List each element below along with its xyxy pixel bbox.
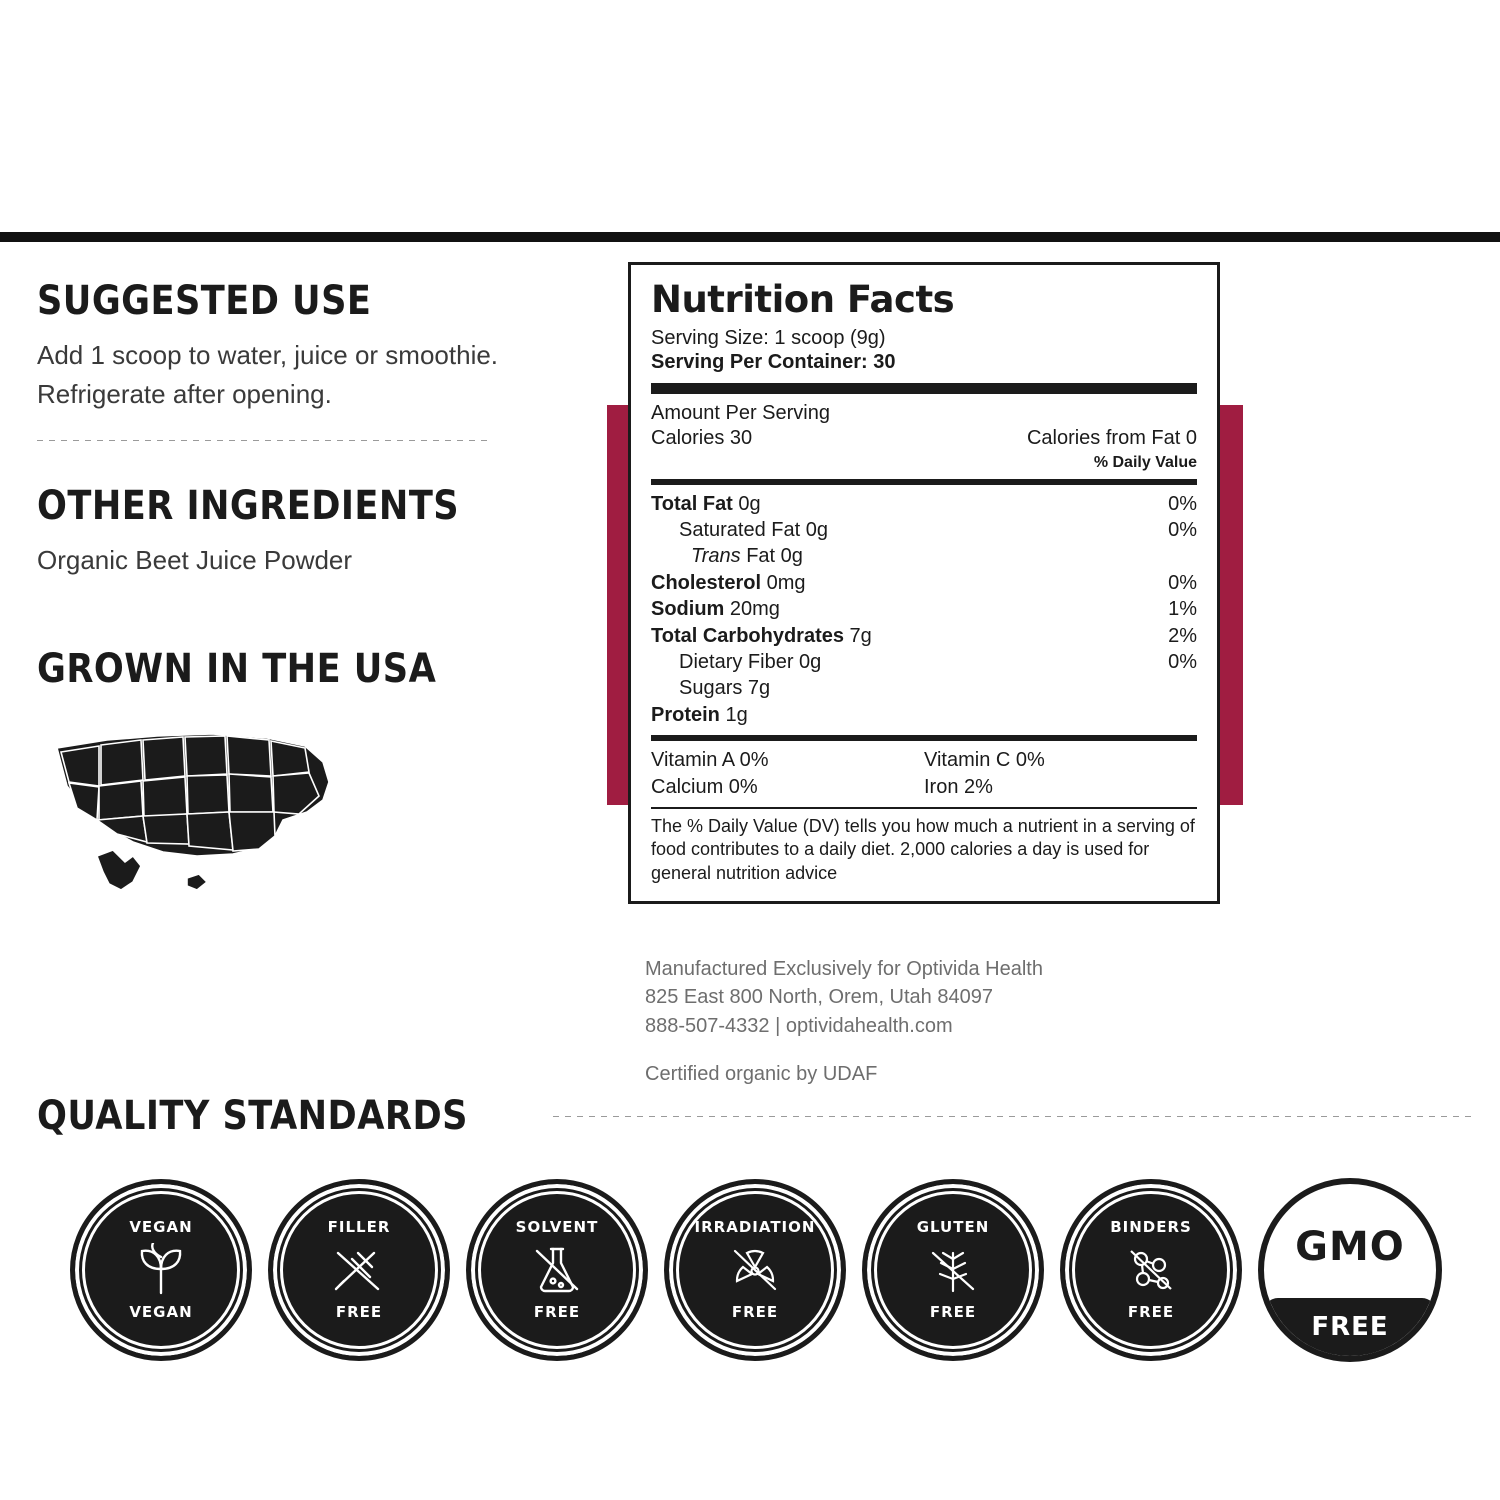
molecule-icon — [1116, 1239, 1186, 1301]
suggested-use-heading: SUGGESTED USE — [37, 278, 372, 324]
rule-thin — [651, 807, 1197, 809]
calories-row — [651, 425, 1197, 451]
badge-gmo-free — [1258, 1178, 1442, 1362]
badge-top-label: SOLVENT — [515, 1218, 599, 1236]
vitamin-right: Vitamin C 0% — [924, 749, 1045, 772]
vitamin-row — [651, 747, 1197, 774]
badge-top-label: VEGAN — [129, 1218, 193, 1236]
nutrient-label: Saturated Fat 0g — [679, 518, 828, 541]
table-row — [651, 702, 1197, 728]
nutrient-label: Dietary Fiber 0g — [679, 650, 822, 673]
grown-in-usa-heading: GROWN IN THE USA — [37, 646, 437, 692]
suggested-use-body: Add 1 scoop to water, juice or smoothie. Refrigerate after opening. — [37, 340, 499, 409]
daily-value-footnote: The % Daily Value (DV) tells you how much a nutrient in a serving of food contributes to a daily diet. 2,000 calories a day is used for general nutrition advice — [651, 816, 1195, 883]
nutrient-dv: 0% — [1168, 492, 1197, 515]
certified-organic-note: Certified organic by UDAF — [645, 1063, 878, 1086]
vitamin-left: Calcium 0% — [651, 776, 758, 799]
badge-vegan — [70, 1179, 252, 1361]
vitamin-left: Vitamin A 0% — [651, 749, 769, 772]
nutrient-label: Total Fat — [651, 492, 733, 515]
manufacturer-line-3: 888-507-4332 | optividahealth.com — [645, 1014, 953, 1037]
other-ingredients-body: Organic Beet Juice Powder — [37, 545, 353, 575]
table-row — [651, 596, 1197, 622]
vitamin-row — [651, 774, 1197, 801]
other-ingredients-heading: OTHER INGREDIENTS — [37, 483, 460, 529]
badge-gluten-free — [862, 1179, 1044, 1361]
quality-divider — [553, 1116, 1477, 1117]
badge-top-label: FILLER — [327, 1218, 391, 1236]
badge-bottom-label: FREE — [533, 1303, 581, 1321]
table-row — [651, 570, 1197, 596]
nutrient-value: 20mg — [724, 598, 780, 621]
table-row — [651, 491, 1197, 517]
vitamin-right: Iron 2% — [924, 776, 993, 799]
nutrition-facts-panel — [628, 262, 1220, 904]
gmo-bottom-label: FREE — [1264, 1298, 1436, 1356]
flask-icon — [522, 1239, 592, 1301]
manufacturer-line-1: Manufactured Exclusively for Optivida Health — [645, 958, 1043, 980]
nutrient-label: Sodium — [651, 598, 725, 621]
nutrient-value: 0g — [732, 492, 761, 515]
badge-bottom-label: FREE — [731, 1303, 779, 1321]
table-row — [651, 675, 1197, 701]
quality-standards-row — [37, 1095, 1477, 1137]
nutrient-dv: 0% — [1168, 518, 1197, 541]
radiation-icon — [720, 1239, 790, 1301]
leaf-icon — [126, 1239, 196, 1301]
daily-value-header: % Daily Value — [1093, 453, 1197, 471]
manufacturer-line-2: 825 East 800 North, Orem, Utah 84097 — [645, 986, 993, 1009]
top-divider — [0, 232, 1500, 242]
badge-top-label: IRRADIATION — [694, 1218, 816, 1236]
nutrient-dv: 0% — [1168, 571, 1197, 594]
badge-filler-free — [268, 1179, 450, 1361]
nutrient-dv: 0% — [1168, 650, 1197, 673]
badge-row — [70, 1178, 1442, 1362]
gmo-top-label: GMO — [1295, 1224, 1405, 1270]
badge-bottom-label: VEGAN — [129, 1303, 193, 1321]
left-column — [37, 280, 567, 906]
nutrient-label: Sugars 7g — [679, 677, 771, 700]
nutrient-label: Protein — [651, 703, 720, 726]
nutrition-facts-title: Nutrition Facts — [651, 278, 955, 321]
manufacturer-block — [645, 955, 1265, 1089]
table-row: Trans Fat 0g — [691, 545, 803, 568]
table-row — [651, 517, 1197, 543]
rule-thick — [651, 383, 1197, 394]
badge-bottom-label: FREE — [335, 1303, 383, 1321]
serving-size: Serving Size: 1 scoop (9g) — [651, 327, 886, 349]
badge-top-label: BINDERS — [1110, 1218, 1192, 1236]
calories-from-fat: Calories from Fat 0 — [1026, 427, 1197, 450]
nutrient-label: Total Carbohydrates — [651, 624, 844, 647]
table-row — [651, 623, 1197, 649]
quality-standards-heading: QUALITY STANDARDS — [37, 1093, 468, 1139]
nutrient-value: 7g — [844, 624, 872, 647]
servings-per-container: Serving Per Container: 30 — [651, 351, 896, 374]
calories-label: Calories 30 — [651, 427, 753, 450]
badge-binders-free — [1060, 1179, 1242, 1361]
badge-bottom-label: FREE — [929, 1303, 977, 1321]
badge-irradiation-free — [664, 1179, 846, 1361]
wheat-icon — [918, 1239, 988, 1301]
nutrient-label-italic: Trans — [691, 545, 741, 568]
rule-medium — [651, 735, 1197, 741]
nutrient-value: 0mg — [761, 571, 806, 594]
badge-top-label: GLUTEN — [916, 1218, 990, 1236]
syringe-icon — [324, 1239, 394, 1301]
rule-medium — [651, 479, 1197, 485]
table-row — [651, 649, 1197, 675]
nutrient-dv: 1% — [1168, 598, 1197, 621]
usa-map-icon — [37, 716, 397, 906]
badge-bottom-label: FREE — [1127, 1303, 1175, 1321]
nutrient-value: 1g — [719, 703, 748, 726]
badge-solvent-free — [466, 1179, 648, 1361]
amount-per-serving: Amount Per Serving — [651, 401, 830, 424]
nutrient-dv: 2% — [1168, 624, 1197, 647]
nutrient-label: Cholesterol — [651, 571, 762, 594]
